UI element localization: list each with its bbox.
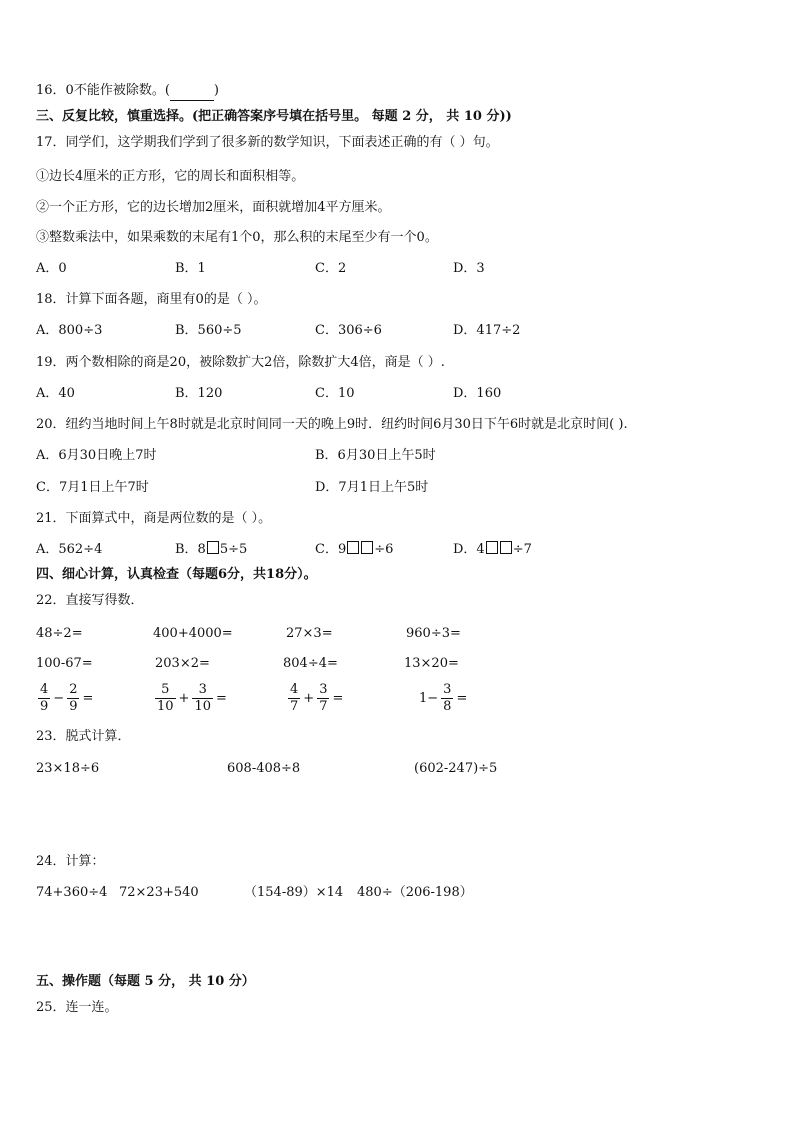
question-21-stem: 21．下面算式中，商是两位数的是（ ）。	[36, 511, 272, 526]
q21-c-suffix: ÷6	[374, 542, 394, 557]
section-4-heading: 四、细心计算，认真检查（每题6分，共18分）。	[36, 567, 317, 582]
question-16	[36, 82, 219, 101]
q21-option-d[interactable]	[453, 541, 532, 559]
q19-option-a[interactable]: A．40	[36, 386, 75, 401]
q20-option-a[interactable]: A．6月30日晚上7时	[36, 448, 157, 463]
q24-item: 480÷（206-198）	[357, 885, 473, 900]
fraction: $\frac{3}{7}$	[319, 682, 328, 714]
q21-d-prefix: D．4	[453, 542, 485, 557]
fraction: 5 10	[157, 682, 174, 714]
q22-item: 13×20=	[404, 656, 459, 671]
q22-item: 400+4000=	[153, 626, 233, 641]
q22-item: 203×2=	[155, 656, 210, 671]
answer-blank[interactable]	[170, 82, 214, 101]
q18-option-a[interactable]: A．800÷3	[36, 323, 103, 338]
q22-fraction-item: 4 7 + $\frac{3}{7}$ =	[290, 682, 344, 714]
q24-item: 72×23+540	[119, 885, 199, 900]
q22-item: 804÷4=	[283, 656, 338, 671]
q20-option-b[interactable]: B．6月30日上午5时	[315, 448, 436, 463]
q17-statement-1: ①边长4厘米的正方形，它的周长和面积相等。	[36, 169, 305, 184]
q19-option-d[interactable]: D．160	[453, 386, 502, 401]
q21-b-prefix: B．8	[175, 542, 206, 557]
q23-item: 608-408÷8	[227, 761, 301, 776]
fraction: $\frac{3}{10}$	[194, 682, 211, 714]
q22-fraction-item: 4 9 − $\frac{2}{9}$ =	[40, 682, 94, 714]
fraction: 4 7	[290, 682, 299, 714]
fraction: $\frac{3}{8}$	[443, 682, 452, 714]
q16-close: )	[213, 83, 219, 98]
blank-square-icon	[347, 541, 359, 554]
fraction: 4 9	[40, 682, 49, 714]
q21-b-suffix: 5÷5	[219, 542, 248, 557]
q18-option-b[interactable]: B．560÷5	[175, 323, 242, 338]
q17-option-b[interactable]: B．1	[175, 261, 206, 276]
q22-item: 27×3=	[286, 626, 333, 641]
question-17-stem: 17．同学们，这学期我们学到了很多新的数学知识，下面表述正确的有（ ）句。	[36, 135, 499, 150]
q20-option-d[interactable]: D．7月1日上午5时	[315, 480, 429, 495]
q19-option-b[interactable]: B．120	[175, 386, 223, 401]
q23-item: (602-247)÷5	[414, 761, 498, 776]
question-23-stem: 23．脱式计算．	[36, 729, 131, 744]
q22-item: 100-67=	[36, 656, 93, 671]
blank-square-icon	[500, 541, 512, 554]
blank-square-icon	[361, 541, 373, 554]
q23-item: 23×18÷6	[36, 761, 100, 776]
q17-statement-3: ③整数乘法中，如果乘数的末尾有1个0，那么积的末尾至少有一个0。	[36, 230, 438, 245]
question-20-stem: 20．纽约当地时间上午8时就是北京时间同一天的晚上9时．纽约时间6月30日下午6时就是北京时间( ).	[36, 417, 628, 432]
question-19-stem: 19．两个数相除的商是20，被除数扩大2倍，除数扩大4倍，商是（ ）.	[36, 355, 445, 370]
q19-option-c[interactable]: C．10	[315, 386, 355, 401]
q18-option-c[interactable]: C．306÷6	[315, 323, 382, 338]
q17-option-d[interactable]: D．3	[453, 261, 485, 276]
q21-option-c[interactable]	[315, 541, 393, 559]
q17-statement-2: ②一个正方形，它的边长增加2厘米，面积就增加4平方厘米。	[36, 200, 391, 215]
q17-option-a[interactable]: A．0	[36, 261, 67, 276]
question-24-stem: 24．计算：	[36, 854, 105, 869]
fraction: $\frac{2}{9}$	[69, 682, 78, 714]
q24-item: 74+360÷4	[36, 885, 108, 900]
q22-item: 48÷2=	[36, 626, 83, 641]
q21-d-suffix: ÷7	[512, 542, 532, 557]
q16-text: 16．0不能作被除数。(	[36, 83, 170, 98]
q20-option-c[interactable]: C．7月1日上午7时	[36, 480, 149, 495]
section-5-heading: 五、操作题（每题 5 分， 共 10 分）	[36, 974, 255, 989]
q21-option-a[interactable]: A．562÷4	[36, 542, 103, 557]
q22-fraction-item: 5 10 + $\frac{3}{10}$ =	[157, 682, 227, 714]
question-25-stem: 25．连一连。	[36, 1000, 118, 1015]
question-22-stem: 22．直接写得数．	[36, 593, 144, 608]
section-3-heading: 三、反复比较，慎重选择。(把正确答案序号填在括号里。 每题 2 分， 共 10 分))	[36, 109, 512, 124]
question-18-stem: 18．计算下面各题，商里有0的是（ ）。	[36, 292, 267, 307]
q22-fraction-item: 1− $\frac{3}{8}$ =	[419, 682, 468, 714]
q18-option-d[interactable]: D．417÷2	[453, 323, 521, 338]
q22-item: 960÷3=	[406, 626, 461, 641]
q17-option-c[interactable]: C．2	[315, 261, 347, 276]
q21-c-prefix: C．9	[315, 542, 347, 557]
blank-square-icon	[486, 541, 498, 554]
q21-option-b[interactable]	[175, 541, 247, 559]
q24-item: （154-89）×14	[244, 885, 344, 900]
blank-square-icon	[207, 541, 219, 554]
